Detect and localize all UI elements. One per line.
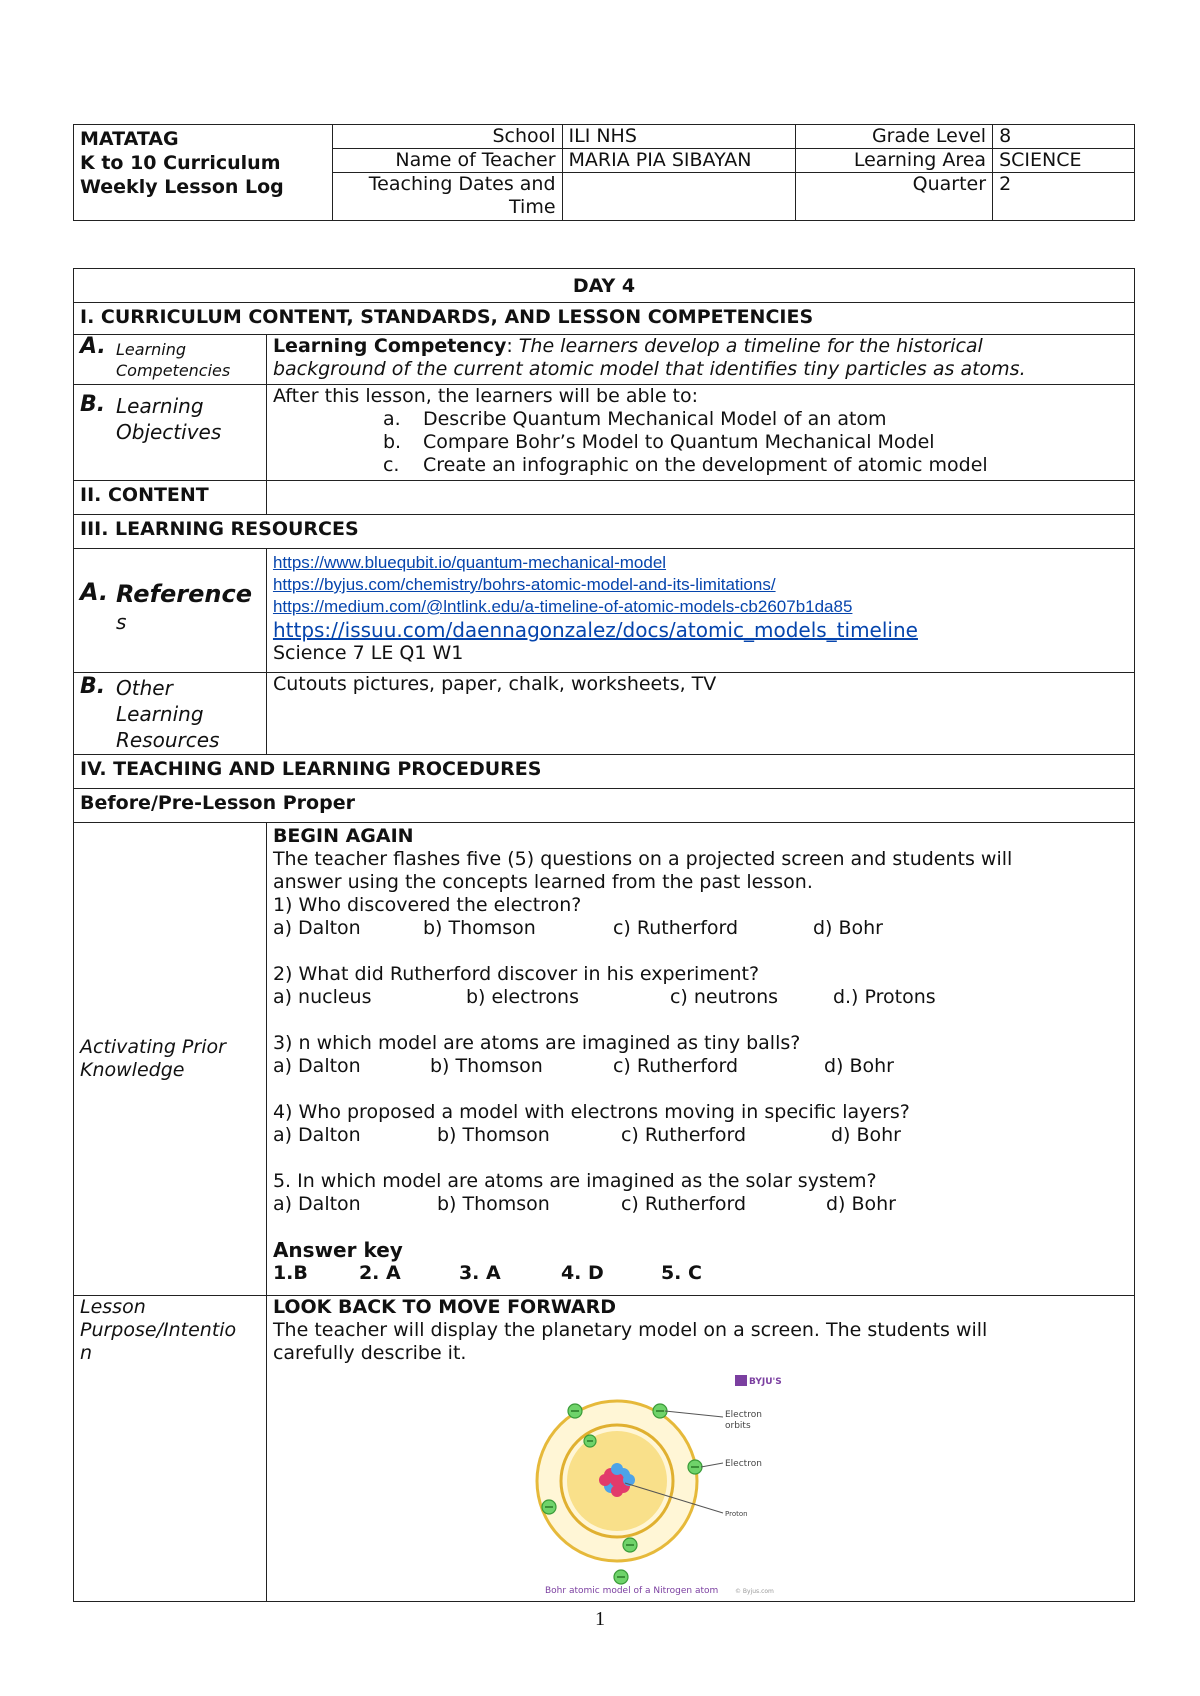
area-label: Learning Area: [796, 149, 993, 173]
school-value: ILI NHS: [562, 125, 796, 149]
answer-key-title: Answer key: [272, 1238, 403, 1262]
look-back-content: LOOK BACK TO MOVE FORWARD The teacher will display the planetary model on a screen. The students will carefully describe it. BYJU'S Electron orbits Electron Proton Bohr atomic model of a Nitrogen atom © Byjus.com: [266, 1296, 1134, 1602]
objective-item: c. Create an infographic on the development of atomic model: [382, 454, 988, 476]
dates-value: [562, 173, 796, 221]
figure-watermark: © Byjus.com: [734, 1588, 774, 1595]
objective-item: a. Describe Quantum Mechanical Model of an atom: [382, 408, 887, 430]
activating-label: Activating Prior Knowledge: [74, 823, 267, 1296]
competency-text: Learning Competency: The learners develop a timeline for the historical background of the current atomic model that identifies tiny particles as atoms.: [266, 335, 1134, 385]
orbit-label-2: orbits: [724, 1421, 751, 1431]
section-content: II. CONTENT: [74, 481, 267, 515]
section-procedures: IV. TEACHING AND LEARNING PROCEDURES: [74, 755, 1135, 789]
header-table: [73, 124, 1135, 221]
grade-value: 8: [993, 125, 1135, 149]
references-label: A. Reference s: [74, 549, 267, 673]
lesson-purpose-label: Lesson Purpose/Intentio n: [74, 1296, 267, 1602]
objectives-text: After this lesson, the learners will be able to: a. Describe Quantum Mechanical Model of an atom b. Compare Bohr’s Model to Quantum Mechanical Model c. Create an infographic on the development of atomic model: [266, 385, 1134, 481]
figure-caption: Bohr atomic model of a Nitrogen atom: [544, 1586, 719, 1596]
reference-link[interactable]: https://medium.com/@lntlink.edu/a-timeline-of-atomic-models-cb2607b1da85: [272, 597, 853, 616]
question: 5. In which model are atoms are imagined as the solar system? a) Dalton b) Thomson c) Rutherford d) Bohr: [272, 1170, 896, 1215]
other-resources-value: Cutouts pictures, paper, chalk, worksheets, TV: [266, 673, 1134, 755]
page-number: 1: [595, 1608, 605, 1630]
reference-link[interactable]: https://issuu.com/daennagonzalez/docs/atomic_models_timeline: [272, 618, 918, 642]
other-resources-label: B. Other Learning Resources: [74, 673, 267, 755]
content-value: [266, 481, 1134, 515]
grade-label: Grade Level: [796, 125, 993, 149]
proton-label: Proton: [724, 1510, 748, 1518]
section-curriculum: I. CURRICULUM CONTENT, STANDARDS, AND LESSON COMPETENCIES: [74, 303, 1135, 335]
brand-text: BYJU'S: [748, 1377, 782, 1387]
section-resources: III. LEARNING RESOURCES: [74, 515, 1135, 549]
electron-label: Electron: [724, 1459, 762, 1469]
quarter-label: Quarter: [796, 173, 993, 221]
question: 1) Who discovered the electron? a) Dalton b) Thomson c) Rutherford d) Bohr: [272, 894, 883, 939]
reference-link[interactable]: https://byjus.com/chemistry/bohrs-atomic-model-and-its-limitations/: [272, 575, 776, 594]
school-label: School: [332, 125, 562, 149]
teacher-label: Name of Teacher: [332, 149, 562, 173]
question: 2) What did Rutherford discover in his experiment? a) nucleus b) electrons c) neutrons d.) Protons: [272, 963, 936, 1008]
before-lesson-heading: Before/Pre-Lesson Proper: [74, 789, 1135, 823]
area-value: SCIENCE: [993, 149, 1135, 173]
competencies-label: A. Learning Competencies: [74, 335, 267, 385]
begin-again-content: BEGIN AGAIN The teacher flashes five (5) questions on a projected screen and students will answer using the concepts learned from the past lesson. 1) Who discovered the electron? a) Dalton b) Thomson c) Rutherford d) Bohr 2) What did Rutherford discover in his experiment? a) nucleus b) electrons c) neutrons d.) Protons 3) n which model are atoms are imagined as tiny balls? a) Dalton b) Thomson c) Rutherford d) Bohr 4) Who proposed a model with electrons moving in specific layers? a) Dalton b) Thomson c) Rutherford d) Bohr 5. In which model are atoms are imagined as the solar system? a) Dalton b) Thomson c) Rutherford d) Bohr Answer key 1.B 2. A 3. A 4. D 5. C: [266, 823, 1134, 1296]
log-title: MATATAG K to 10 Curriculum Weekly Lesson Log: [74, 125, 333, 221]
answer-key: 1.B 2. A 3. A 4. D 5. C: [272, 1262, 702, 1284]
objectives-label: B. Learning Objectives: [74, 385, 267, 481]
question: 3) n which model are atoms are imagined as tiny balls? a) Dalton b) Thomson c) Rutherford d) Bohr: [272, 1032, 894, 1077]
reference-extra: Science 7 LE Q1 W1: [272, 642, 464, 664]
byjus-logo-icon: [735, 1375, 747, 1386]
orbit-label: Electron: [724, 1410, 762, 1420]
teacher-value: MARIA PIA SIBAYAN: [562, 149, 796, 173]
quarter-value: 2: [993, 173, 1135, 221]
question: 4) Who proposed a model with electrons moving in specific layers? a) Dalton b) Thomson c) Rutherford d) Bohr: [272, 1101, 910, 1146]
objective-item: b. Compare Bohr’s Model to Quantum Mechanical Model: [382, 431, 935, 453]
references-list: [266, 549, 1134, 673]
bohr-atom-diagram: [535, 1369, 835, 1597]
dates-label: Teaching Dates and Time: [332, 173, 562, 221]
day-heading: DAY 4: [74, 269, 1135, 303]
reference-link[interactable]: https://www.bluequbit.io/quantum-mechanical-model: [272, 553, 667, 572]
main-table: [73, 268, 1135, 1602]
